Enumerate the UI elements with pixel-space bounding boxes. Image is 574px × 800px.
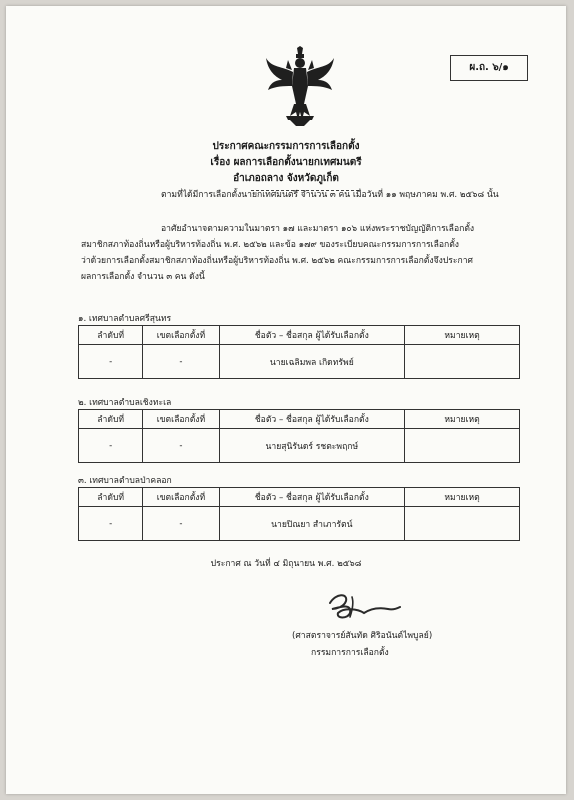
- section-title: ๓. เทศบาลตำบลป่าคลอก: [78, 476, 172, 486]
- header-zone: เขตเลือกตั้งที่: [143, 410, 219, 429]
- signer-name: (ศาสตราจารย์สันทัด ศิริอนันต์ไพบูลย์): [292, 631, 433, 641]
- result-table: [78, 487, 520, 541]
- cell-order: -: [79, 345, 143, 379]
- heading-subject: เรื่อง ผลการเลือกตั้งนายกเทศมนตรี: [210, 157, 362, 168]
- announcement-date: ประกาศ ณ วันที่ ๔ มิถุนายน พ.ศ. ๒๕๖๘: [210, 559, 362, 569]
- garuda-emblem: [264, 46, 336, 126]
- table-row: [79, 345, 520, 379]
- cell-remark: [405, 345, 520, 379]
- cell-zone: -: [143, 429, 219, 463]
- header-zone: เขตเลือกตั้งที่: [143, 488, 219, 507]
- header-name: ชื่อตัว – ชื่อสกุล ผู้ได้รับเลือกตั้ง: [219, 488, 405, 507]
- table-header-row: [79, 488, 520, 507]
- cell-order: -: [79, 429, 143, 463]
- form-code-box: ผ.ถ. ๖/๑: [450, 55, 528, 81]
- body-line-1: ตามที่ได้มีการเลือกตั้งนายกเทศมนตรี จำนวน ๓ คน เมื่อวันที่ ๑๑ พฤษภาคม พ.ศ. ๒๕๖๘ นั้น: [161, 190, 499, 200]
- table-header-row: [79, 326, 520, 345]
- header-remark: หมายเหตุ: [405, 488, 520, 507]
- header-order: ลำดับที่: [79, 326, 143, 345]
- body-line-4: ว่าด้วยการเลือกตั้งสมาชิกสภาท้องถิ่นหรือผู้บริหารท้องถิ่น พ.ศ. ๒๕๖๒ คณะกรรมการการเลือกตั้งจึงประกาศ: [81, 256, 473, 266]
- handwritten-signature: [322, 589, 402, 623]
- header-name: ชื่อตัว – ชื่อสกุล ผู้ได้รับเลือกตั้ง: [219, 326, 405, 345]
- header-order: ลำดับที่: [79, 410, 143, 429]
- header-remark: หมายเหตุ: [405, 410, 520, 429]
- header-order: ลำดับที่: [79, 488, 143, 507]
- heading-organization: ประกาศคณะกรรมการการเลือกตั้ง: [212, 141, 360, 152]
- announcement-document: [6, 6, 566, 794]
- result-table: [78, 409, 520, 463]
- header-remark: หมายเหตุ: [405, 326, 520, 345]
- body-line-2: อาศัยอำนาจตามความในมาตรา ๑๗ และมาตรา ๑๐๖ แห่งพระราชบัญญัติการเลือกตั้ง: [161, 224, 475, 234]
- cell-order: -: [79, 507, 143, 541]
- cell-name: นายปิณยา สำเภารัตน์: [219, 507, 405, 541]
- cell-name: นายเฉลิมพล เกิดทรัพย์: [219, 345, 405, 379]
- section-title: ๒. เทศบาลตำบลเชิงทะเล: [78, 398, 172, 408]
- cell-remark: [405, 507, 520, 541]
- table-row: [79, 429, 520, 463]
- heading-district: อำเภอถลาง จังหวัดภูเก็ต: [233, 173, 339, 184]
- result-table: [78, 325, 520, 379]
- signer-position: กรรมการการเลือกตั้ง: [311, 648, 389, 658]
- body-line-5: ผลการเลือกตั้ง จำนวน ๓ คน ดังนี้: [81, 272, 205, 282]
- cell-zone: -: [143, 345, 219, 379]
- table-row: [79, 507, 520, 541]
- body-line-3: สมาชิกสภาท้องถิ่นหรือผู้บริหารท้องถิ่น พ.ศ. ๒๕๖๒ และข้อ ๑๗๙ ของระเบียบคณะกรรมการการเลือกตั้ง: [81, 240, 459, 250]
- cell-remark: [405, 429, 520, 463]
- table-header-row: [79, 410, 520, 429]
- header-zone: เขตเลือกตั้งที่: [143, 326, 219, 345]
- cell-zone: -: [143, 507, 219, 541]
- cell-name: นายสุนิรันดร์ รชตะพฤกษ์: [219, 429, 405, 463]
- header-name: ชื่อตัว – ชื่อสกุล ผู้ได้รับเลือกตั้ง: [219, 410, 405, 429]
- section-title: ๑. เทศบาลตำบลศรีสุนทร: [78, 314, 172, 324]
